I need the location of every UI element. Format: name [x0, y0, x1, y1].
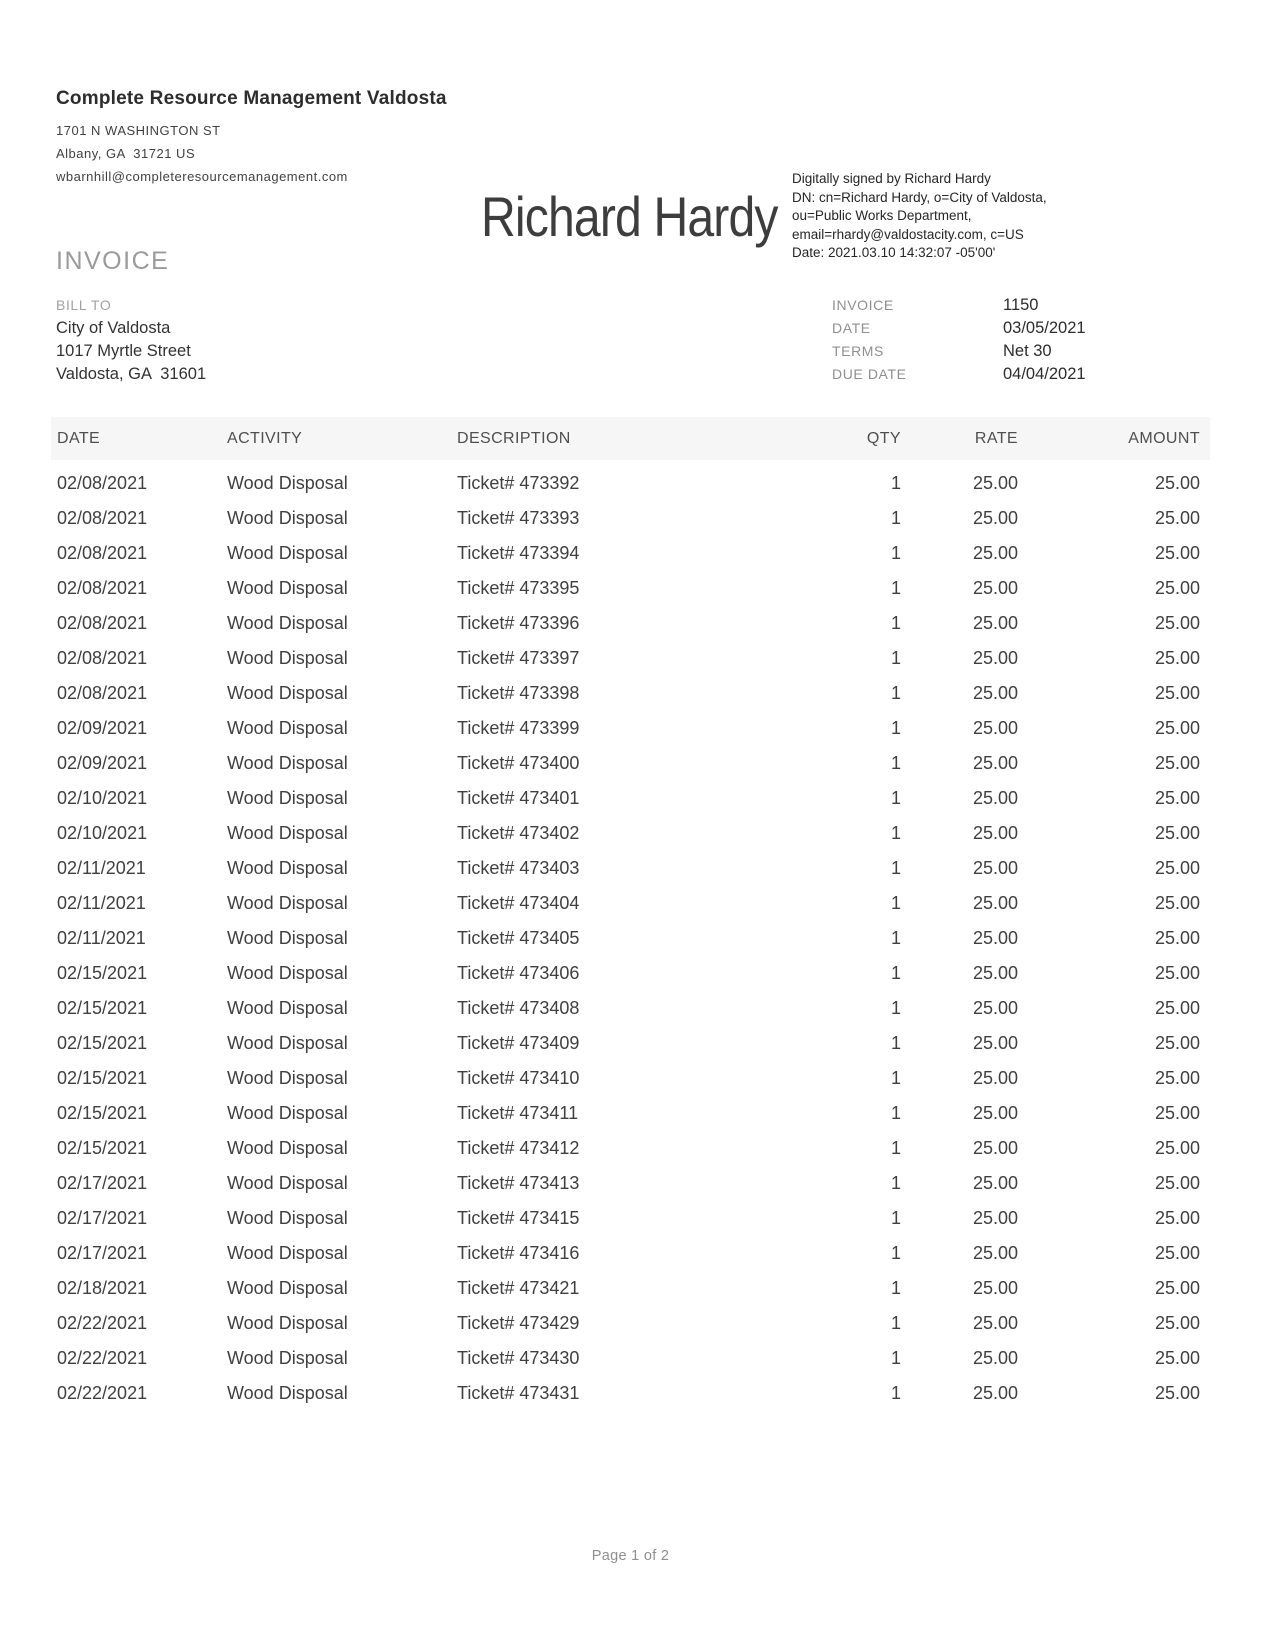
cell-qty: 1	[890, 1278, 901, 1298]
cell-date: 02/08/2021	[57, 648, 148, 668]
cell-rate: 25.00	[972, 1103, 1018, 1123]
cell-description: Ticket# 473431	[457, 1383, 580, 1403]
cell-description: Ticket# 473396	[457, 613, 580, 633]
cell-date: 02/15/2021	[57, 1033, 148, 1053]
cell-amount: 25.00	[1154, 613, 1200, 633]
cell-rate: 25.00	[972, 1348, 1018, 1368]
cell-description: Ticket# 473410	[457, 1068, 580, 1088]
cell-activity: Wood Disposal	[227, 893, 348, 913]
table-row	[51, 1026, 1210, 1061]
cell-description: Ticket# 473415	[457, 1208, 580, 1228]
company-email: wbarnhill@completeresourcemanagement.com	[56, 169, 348, 184]
table-row	[51, 1306, 1210, 1341]
table-header-row	[51, 417, 1210, 460]
signature-name: Richard Hardy	[481, 185, 778, 248]
bill-to-line: Valdosta, GA 31601	[56, 365, 207, 383]
meta-row-invoice-number	[832, 294, 1086, 317]
cell-description: Ticket# 473405	[457, 928, 580, 948]
cell-description: Ticket# 473400	[457, 753, 580, 773]
cell-activity: Wood Disposal	[227, 858, 348, 878]
cell-description: Ticket# 473392	[457, 473, 580, 493]
bill-to-block	[56, 294, 206, 386]
cell-description: Ticket# 473429	[457, 1313, 580, 1333]
cell-qty: 1	[890, 508, 901, 528]
cell-activity: Wood Disposal	[227, 1068, 348, 1088]
cell-amount: 25.00	[1154, 928, 1200, 948]
cell-amount: 25.00	[1154, 823, 1200, 843]
cell-date: 02/22/2021	[57, 1383, 148, 1403]
cell-description: Ticket# 473408	[457, 998, 580, 1018]
invoice-terms: Net 30	[1003, 342, 1052, 360]
cell-rate: 25.00	[972, 578, 1018, 598]
signature-detail-line: ou=Public Works Department,	[792, 208, 972, 223]
cell-activity: Wood Disposal	[227, 753, 348, 773]
cell-activity: Wood Disposal	[227, 648, 348, 668]
signature-detail-line: email=rhardy@valdostacity.com, c=US	[792, 226, 1024, 242]
cell-rate: 25.00	[972, 893, 1018, 913]
cell-qty: 1	[890, 823, 901, 843]
meta-row-terms	[832, 340, 1086, 363]
cell-description: Ticket# 473393	[457, 508, 580, 528]
cell-description: Ticket# 473416	[457, 1243, 580, 1263]
cell-amount: 25.00	[1154, 543, 1200, 563]
cell-rate: 25.00	[972, 718, 1018, 738]
cell-rate: 25.00	[972, 963, 1018, 983]
cell-qty: 1	[890, 858, 901, 878]
meta-row-due-date	[832, 363, 1086, 386]
cell-description: Ticket# 473421	[457, 1278, 580, 1298]
table-row	[51, 466, 1210, 501]
cell-activity: Wood Disposal	[227, 1173, 348, 1193]
table-row	[51, 1236, 1210, 1271]
cell-rate: 25.00	[972, 928, 1018, 948]
signature-details	[792, 170, 1047, 263]
cell-date: 02/15/2021	[57, 1068, 148, 1088]
cell-description: Ticket# 473397	[457, 648, 580, 668]
cell-rate: 25.00	[972, 998, 1018, 1018]
cell-rate: 25.00	[972, 1173, 1018, 1193]
cell-date: 02/09/2021	[57, 718, 148, 738]
cell-date: 02/11/2021	[57, 928, 146, 948]
cell-rate: 25.00	[972, 1208, 1018, 1228]
table-row	[51, 676, 1210, 711]
cell-amount: 25.00	[1154, 1103, 1200, 1123]
cell-activity: Wood Disposal	[227, 613, 348, 633]
cell-rate: 25.00	[972, 648, 1018, 668]
cell-activity: Wood Disposal	[227, 1313, 348, 1333]
column-header-amount: AMOUNT	[1128, 429, 1200, 447]
cell-amount: 25.00	[1154, 648, 1200, 668]
invoice-date: 03/05/2021	[1003, 319, 1086, 337]
cell-amount: 25.00	[1154, 1278, 1200, 1298]
cell-amount: 25.00	[1154, 963, 1200, 983]
table-row	[51, 606, 1210, 641]
cell-qty: 1	[890, 613, 901, 633]
cell-qty: 1	[890, 788, 901, 808]
table-row	[51, 886, 1210, 921]
cell-description: Ticket# 473406	[457, 963, 580, 983]
column-header-description: DESCRIPTION	[457, 429, 571, 447]
cell-amount: 25.00	[1154, 893, 1200, 913]
cell-rate: 25.00	[972, 683, 1018, 703]
cell-activity: Wood Disposal	[227, 1278, 348, 1298]
cell-amount: 25.00	[1154, 1068, 1200, 1088]
invoice-rows	[51, 466, 1210, 1411]
cell-qty: 1	[890, 578, 901, 598]
cell-rate: 25.00	[972, 473, 1018, 493]
cell-activity: Wood Disposal	[227, 1348, 348, 1368]
cell-amount: 25.00	[1154, 858, 1200, 878]
cell-qty: 1	[890, 1173, 901, 1193]
table-row	[51, 536, 1210, 571]
cell-activity: Wood Disposal	[227, 963, 348, 983]
meta-label: TERMS	[832, 343, 884, 359]
cell-activity: Wood Disposal	[227, 508, 348, 528]
bill-to-label: BILL TO	[56, 297, 112, 313]
table-row	[51, 501, 1210, 536]
invoice-due-date: 04/04/2021	[1003, 365, 1086, 383]
cell-rate: 25.00	[972, 543, 1018, 563]
meta-label: DUE DATE	[832, 366, 907, 382]
table-row	[51, 851, 1210, 886]
table-row	[51, 641, 1210, 676]
column-header-date: DATE	[57, 429, 101, 447]
cell-rate: 25.00	[972, 1383, 1018, 1403]
signature-detail-line: DN: cn=Richard Hardy, o=City of Valdosta,	[792, 189, 1047, 205]
cell-qty: 1	[890, 1243, 901, 1263]
cell-date: 02/08/2021	[57, 578, 148, 598]
meta-label: DATE	[832, 320, 871, 336]
cell-activity: Wood Disposal	[227, 578, 348, 598]
table-row	[51, 571, 1210, 606]
table-row	[51, 1131, 1210, 1166]
cell-date: 02/15/2021	[57, 998, 148, 1018]
table-row	[51, 711, 1210, 746]
cell-qty: 1	[890, 473, 901, 493]
cell-activity: Wood Disposal	[227, 1383, 348, 1403]
cell-amount: 25.00	[1154, 788, 1200, 808]
cell-qty: 1	[890, 1138, 901, 1158]
table-row	[51, 1166, 1210, 1201]
table-row	[51, 1271, 1210, 1306]
cell-qty: 1	[890, 1068, 901, 1088]
cell-date: 02/11/2021	[57, 858, 146, 878]
cell-amount: 25.00	[1154, 473, 1200, 493]
cell-amount: 25.00	[1154, 998, 1200, 1018]
invoice-number: 1150	[1003, 296, 1039, 314]
cell-date: 02/15/2021	[57, 1138, 148, 1158]
cell-description: Ticket# 473430	[457, 1348, 580, 1368]
cell-rate: 25.00	[972, 508, 1018, 528]
meta-label: INVOICE	[832, 297, 894, 313]
company-name: Complete Resource Management Valdosta	[56, 88, 447, 109]
cell-qty: 1	[890, 648, 901, 668]
cell-date: 02/17/2021	[57, 1173, 148, 1193]
cell-date: 02/10/2021	[57, 788, 148, 808]
cell-activity: Wood Disposal	[227, 1243, 348, 1263]
meta-row-date	[832, 317, 1086, 340]
cell-date: 02/09/2021	[57, 753, 148, 773]
signature-detail-line: Digitally signed by Richard Hardy	[792, 171, 991, 186]
table-row	[51, 1096, 1210, 1131]
cell-description: Ticket# 473395	[457, 578, 580, 598]
cell-activity: Wood Disposal	[227, 683, 348, 703]
column-header-qty: QTY	[866, 429, 901, 447]
column-header-activity: ACTIVITY	[227, 429, 303, 447]
cell-activity: Wood Disposal	[227, 1138, 348, 1158]
cell-amount: 25.00	[1154, 1348, 1200, 1368]
cell-qty: 1	[890, 1348, 901, 1368]
cell-description: Ticket# 473413	[457, 1173, 580, 1193]
table-row	[51, 1376, 1210, 1411]
cell-qty: 1	[890, 1208, 901, 1228]
table-row	[51, 816, 1210, 851]
cell-amount: 25.00	[1154, 718, 1200, 738]
cell-date: 02/08/2021	[57, 613, 148, 633]
cell-description: Ticket# 473412	[457, 1138, 580, 1158]
table-row	[51, 1061, 1210, 1096]
cell-description: Ticket# 473403	[457, 858, 580, 878]
cell-amount: 25.00	[1154, 578, 1200, 598]
table-row	[51, 1341, 1210, 1376]
cell-amount: 25.00	[1154, 1033, 1200, 1053]
table-row	[51, 746, 1210, 781]
line-items-table	[51, 417, 1210, 1411]
cell-qty: 1	[890, 928, 901, 948]
cell-date: 02/08/2021	[57, 508, 148, 528]
page-number: Page 1 of 2	[591, 1548, 670, 1564]
cell-qty: 1	[890, 1033, 901, 1053]
table-row	[51, 1201, 1210, 1236]
bill-to-line: City of Valdosta	[56, 319, 171, 337]
company-address-line1: 1701 N WASHINGTON ST	[56, 123, 221, 138]
cell-amount: 25.00	[1154, 1383, 1200, 1403]
cell-activity: Wood Disposal	[227, 1103, 348, 1123]
cell-rate: 25.00	[972, 1138, 1018, 1158]
cell-amount: 25.00	[1154, 1138, 1200, 1158]
table-row	[51, 781, 1210, 816]
cell-rate: 25.00	[972, 613, 1018, 633]
cell-qty: 1	[890, 683, 901, 703]
cell-activity: Wood Disposal	[227, 788, 348, 808]
cell-qty: 1	[890, 543, 901, 563]
cell-rate: 25.00	[972, 788, 1018, 808]
cell-description: Ticket# 473399	[457, 718, 580, 738]
cell-activity: Wood Disposal	[227, 543, 348, 563]
cell-qty: 1	[890, 1103, 901, 1123]
table-row	[51, 956, 1210, 991]
cell-qty: 1	[890, 963, 901, 983]
cell-activity: Wood Disposal	[227, 473, 348, 493]
cell-amount: 25.00	[1154, 1243, 1200, 1263]
cell-activity: Wood Disposal	[227, 1033, 348, 1053]
cell-description: Ticket# 473402	[457, 823, 580, 843]
cell-date: 02/22/2021	[57, 1313, 148, 1333]
cell-qty: 1	[890, 1383, 901, 1403]
cell-description: Ticket# 473404	[457, 893, 580, 913]
cell-description: Ticket# 473398	[457, 683, 580, 703]
cell-date: 02/18/2021	[57, 1278, 148, 1298]
cell-amount: 25.00	[1154, 1208, 1200, 1228]
cell-activity: Wood Disposal	[227, 998, 348, 1018]
company-address	[56, 119, 348, 188]
cell-amount: 25.00	[1154, 1313, 1200, 1333]
cell-rate: 25.00	[972, 1313, 1018, 1333]
page-title: INVOICE	[56, 247, 170, 275]
cell-date: 02/10/2021	[57, 823, 148, 843]
cell-qty: 1	[890, 893, 901, 913]
column-header-rate: RATE	[974, 429, 1018, 447]
bill-to-line: 1017 Myrtle Street	[56, 342, 191, 360]
cell-rate: 25.00	[972, 753, 1018, 773]
cell-date: 02/22/2021	[57, 1348, 148, 1368]
cell-rate: 25.00	[972, 823, 1018, 843]
cell-rate: 25.00	[972, 1068, 1018, 1088]
cell-activity: Wood Disposal	[227, 823, 348, 843]
cell-amount: 25.00	[1154, 508, 1200, 528]
company-address-line2: Albany, GA 31721 US	[56, 146, 196, 161]
cell-date: 02/17/2021	[57, 1243, 148, 1263]
cell-date: 02/08/2021	[57, 683, 148, 703]
cell-date: 02/15/2021	[57, 963, 148, 983]
cell-qty: 1	[890, 1313, 901, 1333]
cell-qty: 1	[890, 998, 901, 1018]
cell-date: 02/11/2021	[57, 893, 146, 913]
cell-activity: Wood Disposal	[227, 718, 348, 738]
table-row	[51, 991, 1210, 1026]
cell-date: 02/08/2021	[57, 473, 148, 493]
cell-activity: Wood Disposal	[227, 928, 348, 948]
cell-description: Ticket# 473411	[457, 1103, 579, 1123]
cell-amount: 25.00	[1154, 1173, 1200, 1193]
cell-qty: 1	[890, 753, 901, 773]
signature-detail-line: Date: 2021.03.10 14:32:07 -05'00'	[792, 245, 996, 260]
cell-description: Ticket# 473409	[457, 1033, 580, 1053]
invoice-meta-block	[832, 294, 1086, 386]
cell-description: Ticket# 473401	[457, 788, 580, 808]
cell-amount: 25.00	[1154, 753, 1200, 773]
cell-qty: 1	[890, 718, 901, 738]
cell-rate: 25.00	[972, 1278, 1018, 1298]
cell-activity: Wood Disposal	[227, 1208, 348, 1228]
cell-date: 02/08/2021	[57, 543, 148, 563]
cell-rate: 25.00	[972, 858, 1018, 878]
cell-description: Ticket# 473394	[457, 543, 580, 563]
cell-date: 02/17/2021	[57, 1208, 148, 1228]
cell-date: 02/15/2021	[57, 1103, 148, 1123]
cell-amount: 25.00	[1154, 683, 1200, 703]
cell-rate: 25.00	[972, 1033, 1018, 1053]
table-row	[51, 921, 1210, 956]
cell-rate: 25.00	[972, 1243, 1018, 1263]
